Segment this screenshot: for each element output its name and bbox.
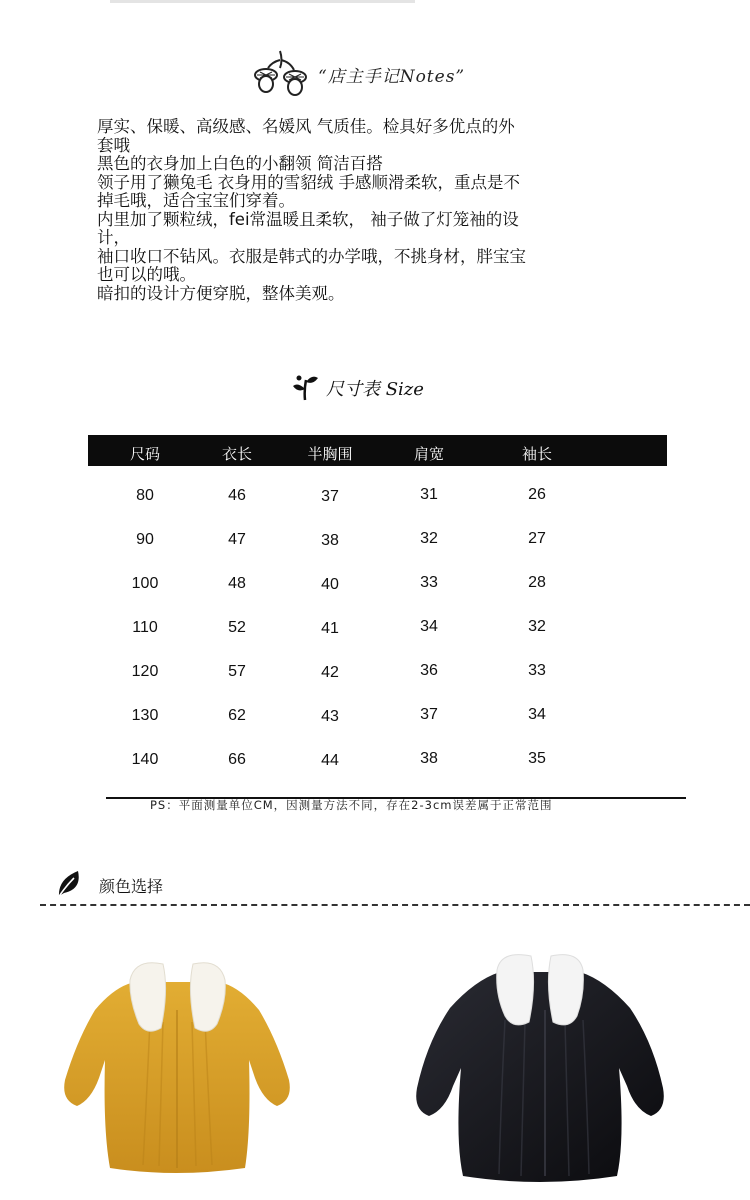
table-cell: 80 bbox=[136, 487, 154, 504]
product-description bbox=[97, 118, 627, 303]
size-table-header bbox=[88, 435, 667, 466]
black-coat-image[interactable] bbox=[405, 950, 675, 1194]
acorn-icon bbox=[250, 48, 312, 98]
table-cell: 90 bbox=[136, 531, 154, 548]
table-cell: 40 bbox=[321, 576, 339, 593]
table-cell: 38 bbox=[321, 532, 339, 549]
description-line: 领子用了獭兔毛 衣身用的雪貂绒 手感顺滑柔软，重点是不 bbox=[97, 172, 520, 192]
table-cell: 46 bbox=[228, 487, 246, 504]
table-cell: 34 bbox=[420, 618, 438, 635]
table-cell: 28 bbox=[528, 574, 546, 591]
table-cell: 100 bbox=[131, 575, 159, 592]
description-line: 计， bbox=[97, 228, 130, 247]
table-cell: 130 bbox=[131, 707, 159, 724]
size-chart-title: 尺寸表 Size bbox=[326, 379, 424, 400]
table-cell: 35 bbox=[528, 750, 546, 767]
table-cell: 26 bbox=[528, 486, 546, 503]
top-divider bbox=[110, 0, 415, 3]
leaf-icon bbox=[56, 869, 82, 899]
description-line: 也可以的哦。 bbox=[97, 265, 196, 284]
table-cell: 34 bbox=[528, 706, 546, 723]
table-cell: 37 bbox=[321, 488, 339, 505]
table-cell: 41 bbox=[321, 620, 339, 637]
table-cell: 44 bbox=[321, 752, 339, 769]
table-row bbox=[88, 486, 667, 530]
table-row bbox=[88, 662, 667, 706]
measurement-note: PS：平面测量单位CM，因测量方法不同，存在2-3cm误差属于正常范围 bbox=[150, 798, 553, 812]
table-cell: 120 bbox=[131, 663, 159, 680]
table-cell: 32 bbox=[420, 530, 438, 547]
description-line: 黑色的衣身加上白色的小翻领 简洁百搭 bbox=[97, 154, 383, 173]
column-header: 半胸围 bbox=[307, 445, 353, 463]
table-row bbox=[88, 574, 667, 618]
notes-title: “店主手记Notes” bbox=[318, 67, 466, 87]
description-line: 套哦 bbox=[97, 135, 130, 155]
table-cell: 31 bbox=[420, 486, 438, 503]
sprout-icon bbox=[290, 372, 320, 402]
table-cell: 140 bbox=[131, 751, 159, 768]
table-row bbox=[88, 530, 667, 574]
notes-header bbox=[250, 48, 510, 98]
table-cell: 37 bbox=[420, 706, 438, 723]
table-cell: 66 bbox=[228, 751, 246, 768]
table-cell: 36 bbox=[420, 662, 438, 679]
yellow-coat-illustration bbox=[55, 950, 305, 1180]
table-cell: 32 bbox=[528, 618, 546, 635]
table-cell: 33 bbox=[420, 574, 438, 591]
description-line: 袖口收口不钻风。衣服是韩式的办学哦，不挑身材，胖宝宝 bbox=[97, 246, 526, 266]
black-coat-illustration bbox=[405, 950, 675, 1190]
table-cell: 43 bbox=[321, 708, 339, 725]
yellow-coat-image[interactable] bbox=[55, 950, 305, 1184]
column-header: 袖长 bbox=[521, 445, 552, 463]
table-row bbox=[88, 618, 667, 662]
description-line: 掉毛哦，适合宝宝们穿着。 bbox=[97, 191, 295, 210]
description-line: 暗扣的设计方便穿脱，整体美观。 bbox=[97, 283, 345, 303]
table-cell: 48 bbox=[228, 575, 246, 592]
column-header: 肩宽 bbox=[413, 445, 444, 463]
table-row bbox=[88, 750, 667, 794]
description-line: 厚实、保暖、高级感、名媛风 气质佳。检具好多优点的外 bbox=[97, 117, 515, 136]
table-row bbox=[88, 706, 667, 750]
table-cell: 42 bbox=[321, 664, 339, 681]
table-cell: 110 bbox=[132, 619, 158, 636]
dashed-divider bbox=[40, 904, 750, 906]
column-header: 尺码 bbox=[129, 445, 160, 463]
table-cell: 52 bbox=[228, 619, 246, 636]
table-cell: 62 bbox=[228, 707, 246, 724]
color-section-title: 颜色选择 bbox=[99, 877, 164, 896]
table-cell: 57 bbox=[228, 663, 246, 680]
table-cell: 38 bbox=[420, 750, 438, 767]
table-cell: 27 bbox=[528, 530, 546, 547]
column-header: 衣长 bbox=[221, 445, 252, 463]
color-section-header bbox=[56, 869, 256, 899]
table-cell: 47 bbox=[228, 531, 246, 548]
description-line: 内里加了颗粒绒，fei常温暖且柔软， 袖子做了灯笼袖的设 bbox=[97, 209, 519, 229]
table-cell: 33 bbox=[528, 662, 546, 679]
size-chart-header bbox=[290, 372, 490, 402]
